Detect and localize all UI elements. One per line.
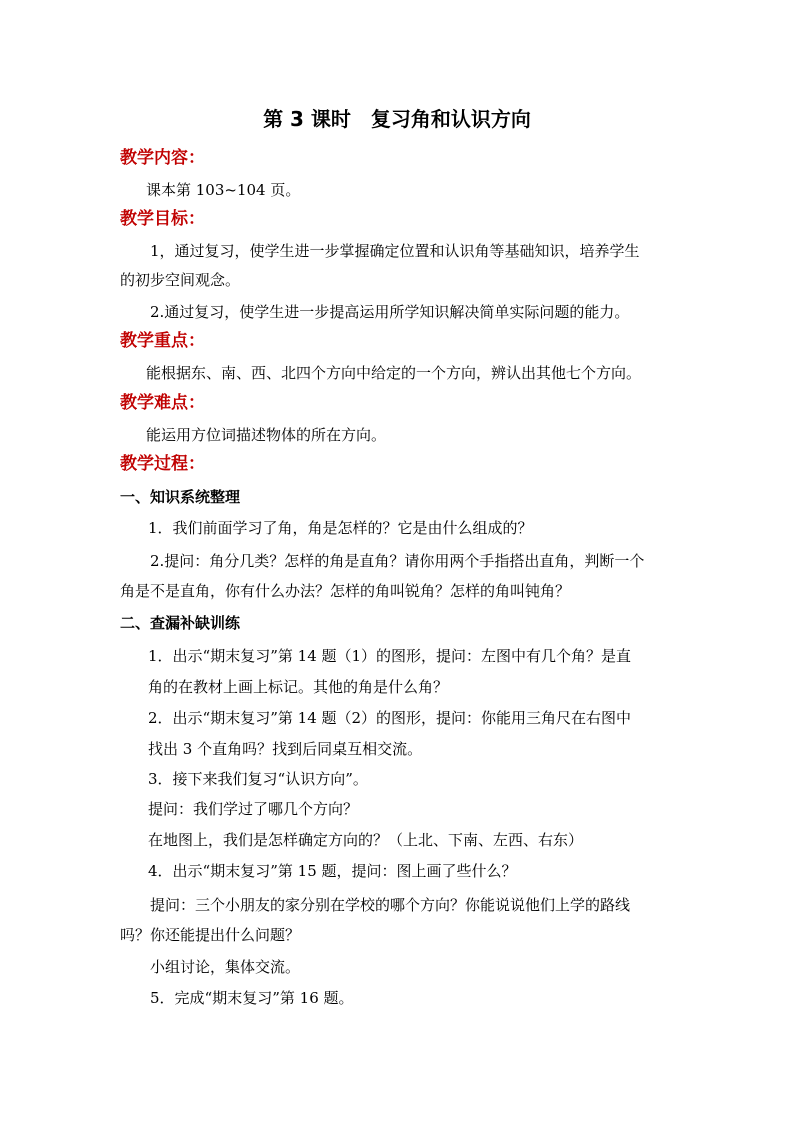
part-1-title: 一、知识系统整理 [120,488,241,506]
goal-1-line-1: 1，通过复习，使学生进一步掌握确定位置和认识角等基础知识，培养学生 [150,242,640,260]
section-heading-difficulties: 教学难点： [120,393,205,413]
part-2-title: 二、查漏补缺训练 [120,614,241,632]
section-heading-content: 教学内容： [120,148,205,168]
part-2-item-5: 5．完成“期末复习”第 16 题。 [150,989,354,1007]
part-1-item-1: 1．我们前面学习了角，角是怎样的？它是由什么组成的？ [148,519,533,537]
section-heading-goals: 教学目标： [120,209,205,229]
part-2-item-3: 3．接下来我们复习“认识方向”。 [148,770,368,788]
page-title: 第 3 课时 复习角和认识方向 [263,107,531,131]
part-2-item-3-question-1: 提问：我们学过了哪几个方向？ [148,800,359,818]
section-heading-key-points: 教学重点： [120,331,205,351]
part-2-item-4-question-line-2: 吗？你还能提出什么问题？ [120,926,301,944]
part-1-item-2-line-2: 角是不是直角，你有什么办法？怎样的角叫锐角？怎样的角叫钝角？ [120,582,571,600]
part-1-item-2-line-1: 2.提问：角分几类？怎样的角是直角？请你用两个手指搭出直角，判断一个 [150,552,645,570]
part-2-item-4: 4．出示“期末复习”第 15 题，提问：图上画了些什么？ [148,862,517,880]
part-2-item-4-question-line-1: 提问：三个小朋友的家分别在学校的哪个方向？你能说说他们上学的路线 [150,896,631,914]
part-2-item-2-line-2: 找出 3 个直角吗？找到后同桌互相交流。 [148,740,423,758]
part-2-item-2-line-1: 2．出示“期末复习”第 14 题（2）的图形，提问：你能用三角尺在右图中 [148,709,632,727]
part-2-item-1-line-2: 角的在教材上画上标记。其他的角是什么角？ [148,678,449,696]
goal-1-line-2: 的初步空间观念。 [120,271,241,289]
difficulties-text: 能运用方位词描述物体的所在方向。 [146,426,387,444]
part-2-item-1-line-1: 1．出示“期末复习”第 14 题（1）的图形，提问：左图中有几个角？是直 [148,647,632,665]
section-heading-process: 教学过程： [120,454,205,474]
content-text: 课本第 103~104 页。 [146,181,301,199]
goal-2: 2.通过复习，使学生进一步提高运用所学知识解决简单实际问题的能力。 [150,303,630,321]
key-points-text: 能根据东、南、西、北四个方向中给定的一个方向，辨认出其他七个方向。 [146,364,642,382]
part-2-item-3-question-2: 在地图上，我们是怎样确定方向的？（上北、下南、左西、右东） [148,831,584,849]
part-2-item-4-group: 小组讨论，集体交流。 [150,958,301,976]
